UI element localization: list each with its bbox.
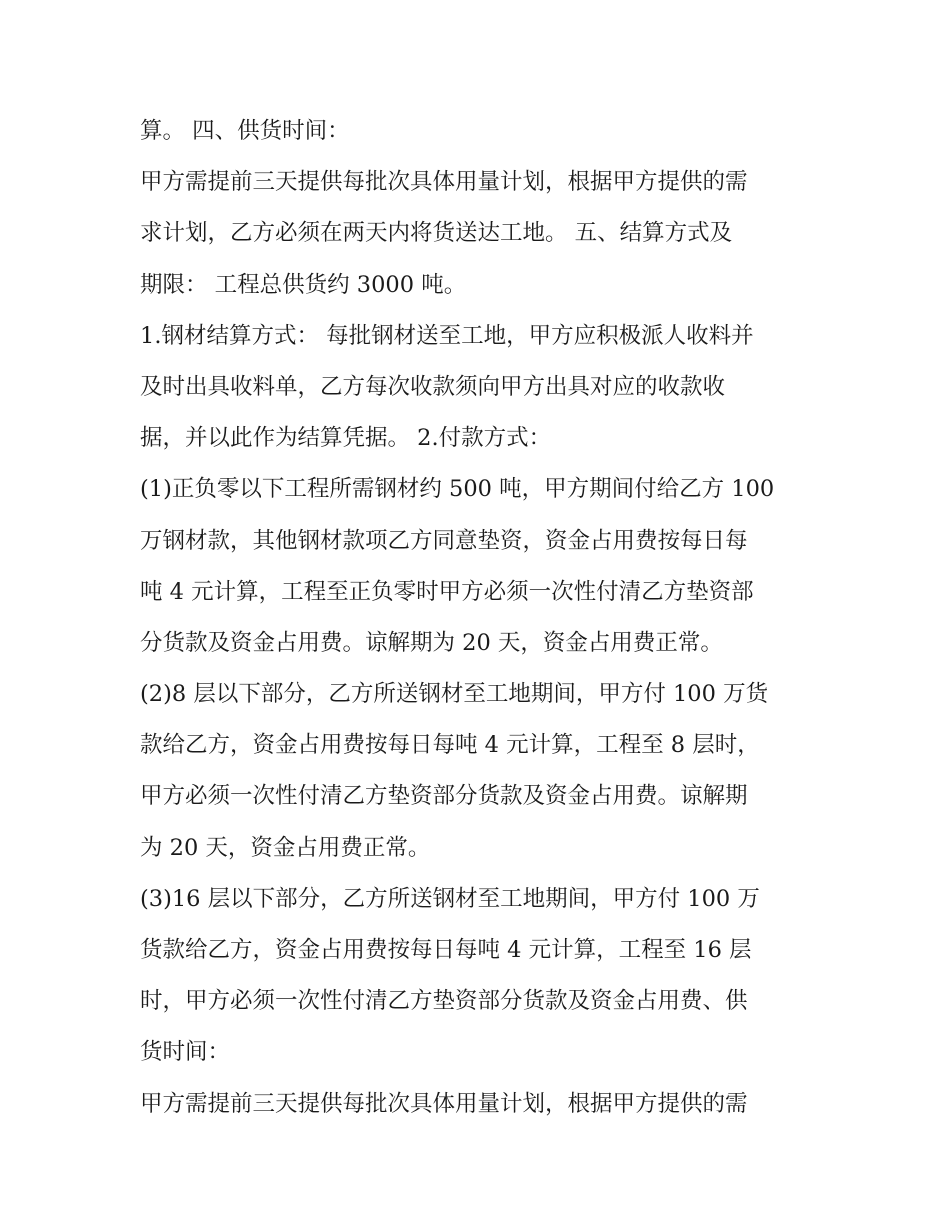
text-line: 算。 四、供货时间： — [140, 118, 350, 144]
text-line: 货款给乙方，资金占用费按每日每吨 4 元计算，工程至 16 层 — [140, 937, 752, 963]
text-line: 货时间： — [140, 1039, 231, 1066]
document-body — [140, 106, 820, 1130]
text-line: 期限： 工程总供货约 3000 吨。 — [140, 271, 467, 298]
text-line: 为 20 天，资金占用费正常。 — [140, 834, 431, 861]
text-line: 求计划，乙方必须在两天内将货送达工地。 五、结算方式及 — [140, 220, 733, 247]
text-line: 吨 4 元计算，工程至正负零时甲方必须一次性付清乙方垫资部 — [140, 578, 754, 605]
text-line: 甲方需提前三天提供每批次具体用量计划，根据甲方提供的需 — [140, 169, 748, 196]
text-line: 款给乙方，资金占用费按每日每吨 4 元计算，工程至 8 层时， — [140, 732, 760, 759]
text-line: (2)8 层以下部分，乙方所送钢材至工地期间，甲方付 100 万货 — [140, 681, 769, 708]
text-line: 甲方需提前三天提供每批次具体用量计划，根据甲方提供的需 — [140, 1090, 748, 1117]
text-line: 及时出具收料单，乙方每次收款须向甲方出具对应的收款收 — [140, 373, 726, 400]
text-line: 1.钢材结算方式： 每批钢材送至工地，甲方应积极派人收料并 — [140, 322, 754, 349]
text-line: (3)16 层以下部分，乙方所送钢材至工地期间，甲方付 100 万 — [140, 885, 760, 912]
text-line: 据，并以此作为结算凭据。 2.付款方式： — [140, 425, 552, 452]
text-line: 分货款及资金占用费。谅解期为 20 天，资金占用费正常。 — [140, 629, 723, 656]
text-line: 万钢材款，其他钢材款项乙方同意垫资，资金占用费按每日每 — [140, 527, 748, 554]
text-line: 甲方必须一次性付清乙方垫资部分货款及资金占用费。谅解期 — [140, 783, 748, 810]
text-line: 时，甲方必须一次性付清乙方垫资部分货款及资金占用费、供 — [140, 988, 748, 1015]
text-line: (1)正负零以下工程所需钢材约 500 吨，甲方期间付给乙方 100 — [140, 476, 775, 503]
